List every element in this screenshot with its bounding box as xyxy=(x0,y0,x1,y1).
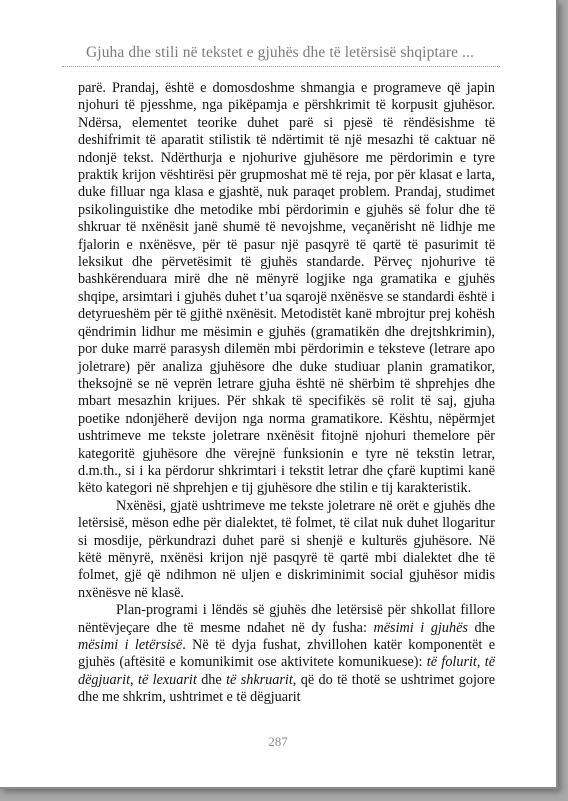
text-run: Plan-programi i lëndës së gjuhës dhe letërsisë për shkollat fillore nëntëvjeçare dhe të mesme ndahet në dy fusha: xyxy=(78,602,495,636)
running-header: Gjuha dhe stili në tekstet e gjuhës dhe të letërsisë shqiptare ... xyxy=(86,44,474,61)
text-run: , xyxy=(130,671,138,688)
body-text xyxy=(78,80,495,707)
paragraph: Nxënësi, gjatë ushtrimeve me tekste joletrare në orët e gjuhës dhe letërsisë, mëson edhe për dialektet, të folmet, të cilat nuk duhet llogaritur si mosdije, përkundrazi duhet parë si shenjë e kulturës gjuhësore. Në këtë mënyrë, nxënësi krijon një pasqyrë të qartë mbi dialektet dhe të folmet, gjë që ndihmon në uljen e diskriminimit social gjuhësor midis nxënësve në klasë. xyxy=(78,497,495,601)
text-run: . Në të dyja fushat, zhvillohen katër komponentët e gjuhës (aftësitë e komunikimit ose aktivitete komunikuese): xyxy=(78,637,495,671)
italic-term: të dëgjuarit xyxy=(78,654,496,688)
paragraph xyxy=(78,602,495,706)
paragraph: parë. Prandaj, është e domosdoshme shmangia e programeve që japin njohuri të pjesshme, nga pikëpamja e përshkrimit të korpusit gjuhësor. Ndërsa, elementet teorike duhet parë si pjesë të rëndësishme të deshifrimit të aparatit stilistik të ndërtimit të një mesazhi të caktuar në ndonjë tekst. Ndërthurja e njohurive gjuhësore me përdorimin e tyre praktik krijon vështirësi për grupmoshat më të reja, por për klasat e larta, duke filluar nga klasa e gjashtë, nuk paraqet problem. Prandaj, studimet psikolinguistike dhe metodike mbi përdorimin e gjuhës së folur dhe të shkruar të nxënësit janë shumë të nevojshme, veçanërisht në lidhje me fjalorin e nxënësve, për të pasur një pasqyrë të qartë të pasurimit të leksikut dhe përvetësimit të gjuhës standarde. Përveç njohurive të bashkërenduara mirë dhe në mënyrë logjike nga gramatika e gjuhës shqipe, arsimtari i gjuhës duhet t’ua sqarojë nxënësve se standardi është i detyrueshëm për të gjithë nxënësit. Metodistët kanë mbrojtur prej kohësh qëndrimin lidhur me mësimin e gjuhës (gramatikën dhe drejtshkrimin), por duke marrë parasysh dilemën mbi përdorimin e teksteve (letrare apo joletrare) për analiza gjuhësore dhe duke studiuar planin gramatikor, theksojnë se në veprën letrare gjuha është në shërbim të shprehjes dhe mbart mesazhin krijues. Për shkak të specifikës së rolit të saj, gjuha poetike ndonjëherë devijon nga norma gramatikore. Kështu, nëpërmjet ushtrimeve me tekste joletrare nxënësit fitojnë njohuri themelore për kategoritë gjuhësore dhe vërejnë funksionin e tyre në tekstin letrar, d.m.th., si i ka përdorur shkrimtari i tekstit letrar dhe çfarë kuptimi kanë këto kategori në shprehjen e tij gjuhësore dhe stilin e tij karakteristik. xyxy=(78,80,495,497)
italic-term: të folurit xyxy=(426,654,477,671)
italic-term: mësimi i gjuhës xyxy=(373,619,468,636)
italic-term: të lexuarit xyxy=(138,671,197,688)
italic-term: mësimi i letërsisë xyxy=(78,637,183,653)
text-run: dhe xyxy=(196,671,227,688)
text-run: dhe xyxy=(467,619,495,636)
page-number: 287 xyxy=(268,734,288,749)
text-run: , që do të thotë se ushtrimet gojore dhe me shkrim, ushtrimet e të dëgjuarit xyxy=(78,671,496,706)
text-run: , xyxy=(476,654,485,671)
italic-term: të shkruarit xyxy=(226,671,293,688)
header-divider xyxy=(62,66,500,67)
